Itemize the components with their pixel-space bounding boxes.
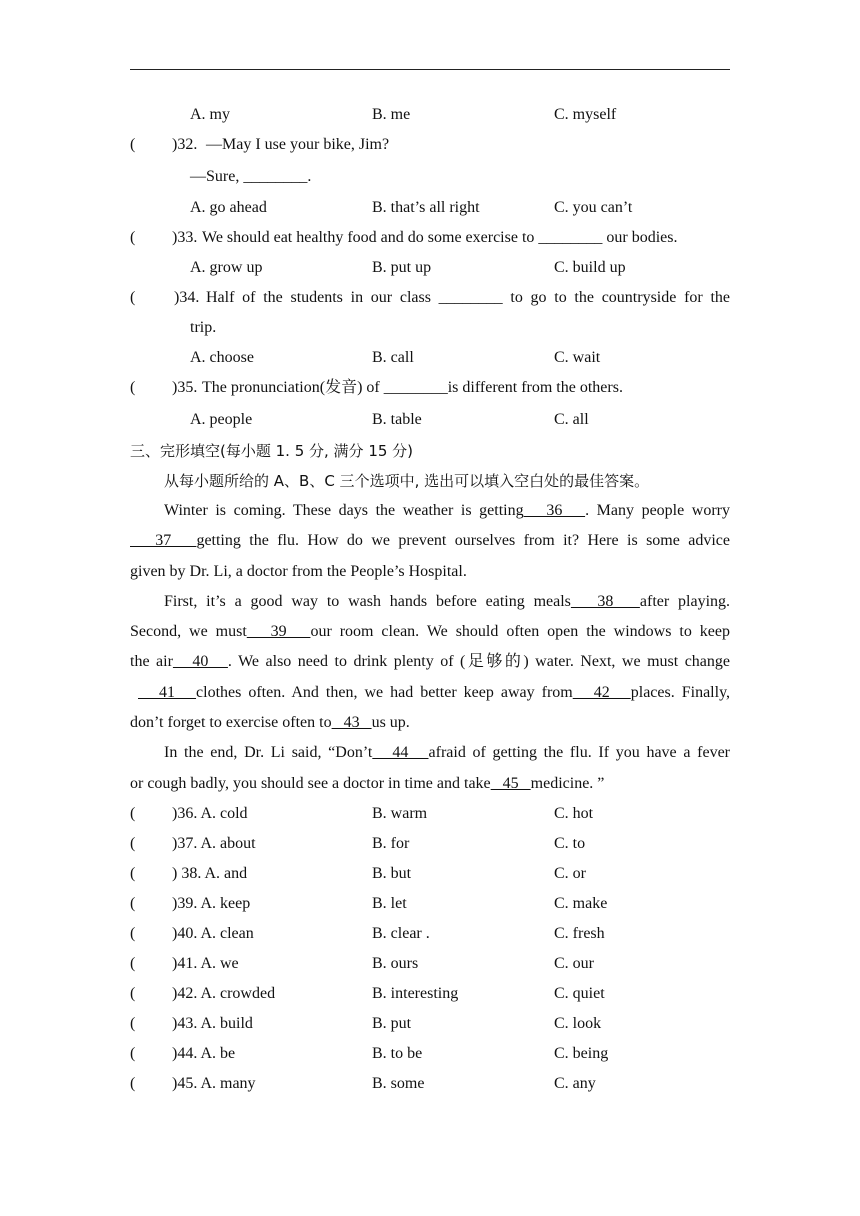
q33-option-a: A. grow up — [190, 259, 263, 276]
q32-option-a: A. go ahead — [190, 199, 267, 216]
section-instruction: 从每小题所给的 A、B、C 三个选项中, 选出可以填入空白处的最佳答案。 — [164, 472, 650, 490]
q33-stem — [130, 223, 730, 253]
q31-option-c: C. myself — [554, 106, 617, 123]
blank-40[interactable]: 40 — [172, 653, 228, 671]
answer-paren[interactable]: ( — [130, 864, 136, 882]
answer-paren[interactable]: ( — [130, 924, 136, 942]
answer-paren[interactable]: ( — [130, 136, 136, 153]
q32-line1: —May I use your bike, Jim? — [206, 136, 390, 153]
section-title: 三、完形填空(每小题 1. 5 分, 满分 15 分) — [130, 442, 414, 460]
answer-paren[interactable]: ( — [130, 1074, 136, 1092]
q32-line2: —Sure, ________. — [190, 168, 312, 185]
q34-stem — [130, 283, 730, 313]
q33-options — [130, 253, 730, 283]
answer-paren[interactable]: ( — [130, 1014, 136, 1032]
cloze-question-row: ( )42. A. crowded B. interesting C. quiet — [130, 979, 730, 1009]
blank-43[interactable]: 43 — [331, 714, 372, 732]
q35-option-b: B. table — [372, 411, 422, 428]
q33-option-c: C. build up — [554, 259, 626, 276]
header-rule — [130, 69, 730, 70]
blank-42[interactable]: 42 — [572, 683, 631, 701]
q34-text: Half of the students in our class ________ to go to the countryside for the — [206, 289, 730, 306]
q35-text: The pronunciation(发音) of ________is different from the others. — [202, 379, 623, 396]
passage-line: the air 40 . We also need to drink plenty of (足够的) water. Next, we must change — [130, 653, 730, 671]
cloze-question-row: ( )45. A. many B. some C. any — [130, 1069, 730, 1099]
blank-45[interactable]: 45 — [490, 774, 531, 792]
cloze-question-row: ( )44. A. be B. to be C. being — [130, 1039, 730, 1069]
answer-paren[interactable]: ( — [130, 954, 136, 972]
answer-paren[interactable]: ( — [130, 229, 136, 246]
q32-options — [130, 193, 730, 223]
q31-options — [130, 100, 730, 130]
passage-line: Winter is coming. These days the weather is getting 36 . Many people worry — [164, 502, 730, 519]
passage-line: 37 getting the flu. How do we prevent ourselves from it? Here is some advice — [130, 532, 731, 550]
cloze-question-list — [130, 799, 730, 1099]
answer-paren[interactable]: ( — [130, 289, 136, 306]
q31-option-a: A. my — [190, 106, 230, 123]
q35-option-a: A. people — [190, 411, 253, 428]
blank-38[interactable]: 38 — [570, 592, 640, 610]
passage-line: Second, we must 39 our room clean. We should often open the windows to keep — [130, 623, 730, 641]
blank-41[interactable]: 41 — [138, 683, 197, 701]
passage-line: 41 clothes often. And then, we had better keep away from 42 places. Finally, — [138, 683, 731, 701]
q35-options — [130, 403, 730, 436]
cloze-question-row: ( )39. A. keep B. let C. make — [130, 889, 730, 919]
cloze-question-row: ( )41. A. we B. ours C. our — [130, 949, 730, 979]
cloze-question-row: ( )36. A. cold B. warm C. hot — [130, 799, 730, 829]
answer-paren[interactable]: ( — [130, 379, 136, 396]
answer-paren[interactable]: ( — [130, 834, 136, 852]
q34-options — [130, 343, 730, 373]
passage-line: First, it’s a good way to wash hands before eating meals 38 after playing. — [164, 592, 731, 610]
cloze-passage — [130, 496, 730, 799]
q33-number: )33. — [172, 229, 198, 246]
answer-paren[interactable]: ( — [130, 804, 136, 822]
q31-option-b: B. me — [372, 106, 411, 123]
q35-number: )35. — [172, 379, 198, 396]
q33-option-b: B. put up — [372, 259, 432, 276]
exam-page — [130, 100, 730, 1099]
answer-paren[interactable]: ( — [130, 894, 136, 912]
q34-option-b: B. call — [372, 349, 414, 366]
blank-39[interactable]: 39 — [246, 623, 311, 641]
q34-text2: trip. — [190, 319, 217, 336]
q32-stem — [130, 130, 730, 160]
q34-number: )34. — [174, 289, 200, 306]
passage-line: given by Dr. Li, a doctor from the People’s Hospital. — [130, 562, 467, 580]
q32-line2-row — [130, 160, 730, 193]
q32-option-c: C. you can’t — [554, 199, 633, 216]
passage-line: In the end, Dr. Li said, “Don’t 44 afraid of getting the flu. If you have a fever — [164, 744, 731, 762]
q35-stem — [130, 373, 730, 403]
q32-number: )32. — [172, 136, 198, 153]
answer-paren[interactable]: ( — [130, 1044, 136, 1062]
q34-text2-row — [130, 313, 730, 343]
cloze-question-row: ( )43. A. build B. put C. look — [130, 1009, 730, 1039]
cloze-question-row: ( )40. A. clean B. clear . C. fresh — [130, 919, 730, 949]
passage-line: or cough badly, you should see a doctor in time and take 45 medicine. ” — [130, 774, 605, 792]
cloze-question-row: ( ) 38. A. and B. but C. or — [130, 859, 730, 889]
answer-paren[interactable]: ( — [130, 984, 136, 1002]
cloze-question-row: ( )37. A. about B. for C. to — [130, 829, 730, 859]
blank-36[interactable]: 36 — [523, 502, 586, 519]
q34-option-c: C. wait — [554, 349, 601, 366]
q35-option-c: C. all — [554, 411, 589, 428]
passage-line: don’t forget to exercise often to 43 us up. — [130, 714, 410, 732]
blank-37[interactable]: 37 — [130, 532, 197, 550]
q34-option-a: A. choose — [190, 349, 254, 366]
q33-text: We should eat healthy food and do some exercise to ________ our bodies. — [202, 229, 678, 246]
blank-44[interactable]: 44 — [372, 744, 429, 762]
q32-option-b: B. that’s all right — [372, 199, 480, 216]
